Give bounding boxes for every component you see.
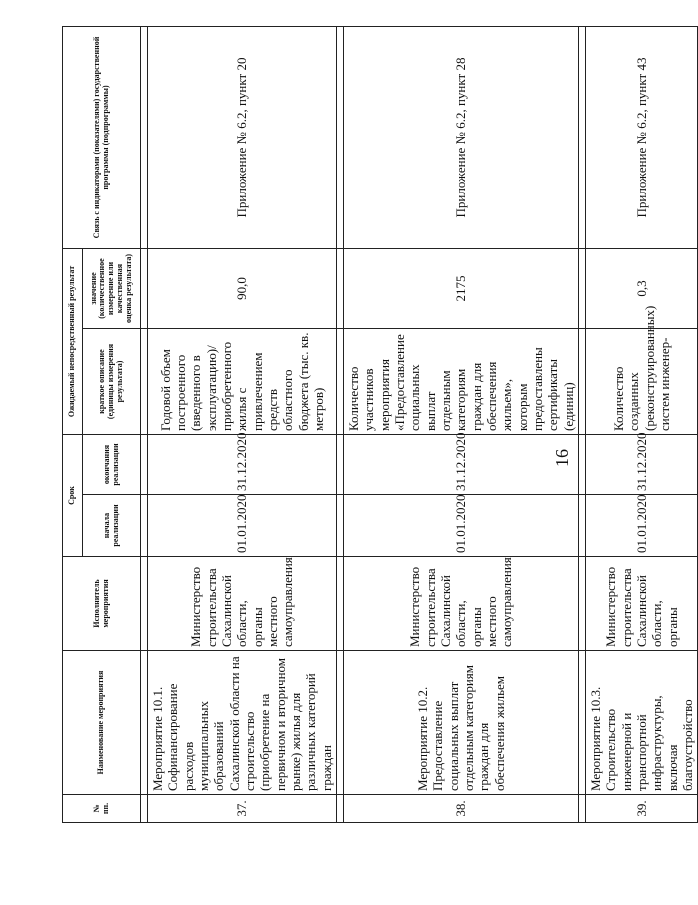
table-row — [148, 27, 337, 823]
row-end: 31.12.2020 — [343, 435, 578, 495]
header-executor: Исполнитель мероприятия — [63, 557, 141, 651]
row-link: Приложение № 6.2, пункт 43 — [585, 27, 697, 249]
row-desc: Количество участников мероприятия «Предоставление социальных выплат отдельным категориям граждан для обеспечения жильем», которым предоставлены сертификаты (единиц) — [343, 329, 578, 435]
row-num: 39. — [585, 795, 697, 823]
row-link: Приложение № 6.2, пункт 20 — [148, 27, 337, 249]
row-name: Мероприятие 10.3. Строительство инженерной и транспортной инфраструктуры, включая благоустройство — [585, 651, 697, 795]
page-number: 16 — [552, 449, 572, 467]
row-end: 31.12.2020 — [585, 435, 697, 495]
row-name: Мероприятие 10.2. Предоставление социальных выплат отдельным категориям граждан для обеспечения жильем — [343, 651, 578, 795]
row-desc: Количество созданных (реконструированных) систем инженер- — [585, 329, 697, 435]
header-result-desc: краткое описание (единицы измерения результата) — [83, 329, 141, 435]
header-term-start: начала реализации — [83, 495, 141, 557]
header-result: Ожидаемый непосредственный результат — [63, 249, 83, 435]
header-row-1 — [63, 27, 83, 823]
row-end: 31.12.2020 — [148, 435, 337, 495]
row-start: 01.01.2020 — [343, 495, 578, 557]
row-num: 37. — [148, 795, 337, 823]
row-executor: Министерство строительства Сахалинской области, органы местного самоуправления — [343, 557, 578, 651]
row-executor: Министерство строительства Сахалинской области, органы — [585, 557, 697, 651]
header-name: Наименование мероприятия — [63, 651, 141, 795]
table-row — [343, 27, 578, 823]
row-value: 0,3 — [585, 249, 697, 329]
row-value: 90,0 — [148, 249, 337, 329]
header-num: № пп. — [63, 795, 141, 823]
header-gap-row — [141, 27, 148, 823]
row-start: 01.01.2020 — [148, 495, 337, 557]
row-num: 38. — [343, 795, 578, 823]
row-name: Мероприятие 10.1. Софинансирование расходов муниципальных образований Сахалинской области на строительство (приобретение на первичном и вторичном рынке) жилья для различных категорий граждан — [148, 651, 337, 795]
header-link: Связь с индикаторами (показателями) государственной программы (подпрограммы) — [63, 27, 141, 249]
activities-table — [62, 26, 698, 823]
row-executor: Министерство строительства Сахалинской области, органы местного самоуправления — [148, 557, 337, 651]
table-row — [585, 27, 697, 823]
row-gap — [336, 27, 343, 823]
row-desc: Годовой объем построенного (введенного в эксплуатацию)/ приобретенного жилья с привлечением средств областного бюджета (тыс. кв. метров) — [148, 329, 337, 435]
row-start: 01.01.2020 — [585, 495, 697, 557]
header-term: Срок — [63, 435, 83, 557]
header-term-end: окончания реализации — [83, 435, 141, 495]
header-result-value: значение (количественное измерение или качественная оценка результата) — [83, 249, 141, 329]
row-value: 2175 — [343, 249, 578, 329]
row-link: Приложение № 6.2, пункт 28 — [343, 27, 578, 249]
row-gap — [578, 27, 585, 823]
